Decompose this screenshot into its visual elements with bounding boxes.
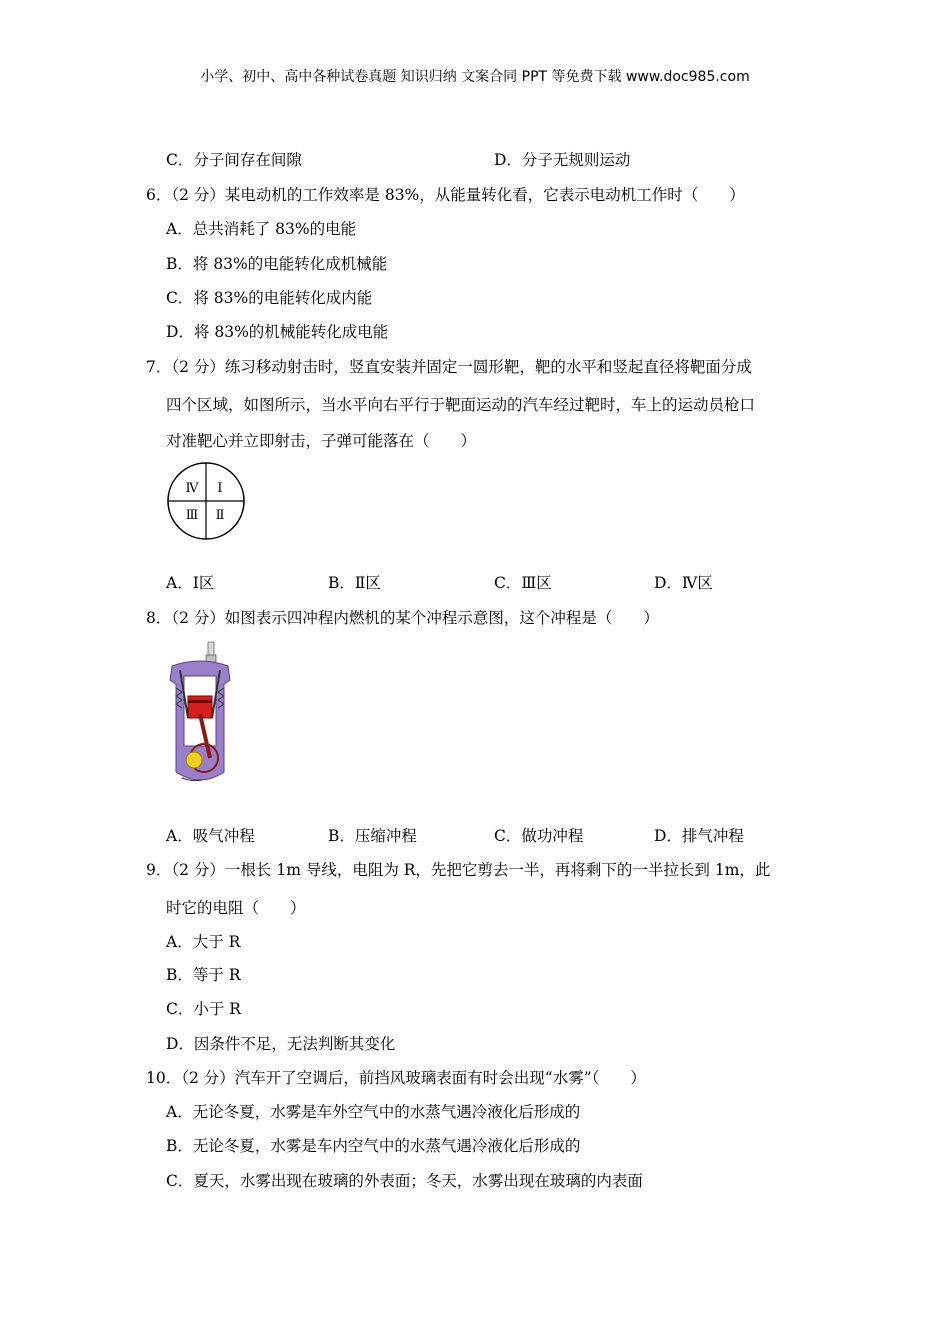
q7-option-a: A．Ⅰ区 — [166, 574, 215, 592]
q6-option-a: A．总共消耗了 83%的电能 — [166, 220, 357, 238]
zone-label-i: Ⅰ — [217, 481, 223, 496]
q7-option-c: C．Ⅲ区 — [494, 574, 552, 592]
q9-option-d: D．因条件不足，无法判断其变化 — [166, 1035, 396, 1053]
q6-stem: 6．（2 分）某电动机的工作效率是 83%，从能量转化看，它表示电动机工作时（ ） — [146, 186, 745, 204]
flywheel — [186, 752, 202, 768]
q8-option-d: D．排气冲程 — [654, 827, 744, 845]
q9-stem-line2: 时它的电阻（ ） — [166, 899, 306, 917]
q7-option-d: D．Ⅳ区 — [654, 574, 713, 592]
target-figure — [164, 460, 248, 542]
engine-stroke-figure — [166, 640, 234, 790]
q10-option-c: C．夏天，水雾出现在玻璃的外表面；冬天，水雾出现在玻璃的内表面 — [166, 1172, 643, 1190]
q10-option-a: A．无论冬夏，水雾是车外空气中的水蒸气遇冷液化后形成的 — [166, 1103, 581, 1121]
q5-option-d: D．分子无规则运动 — [494, 151, 631, 169]
q7-stem-line2: 四个区域，如图所示，当水平向右平行于靶面运动的汽车经过靶时，车上的运动员枪口 — [166, 396, 756, 414]
q7-stem-line3: 对准靶心并立即射击，子弹可能落在（ ） — [166, 432, 477, 450]
q9-option-c: C．小于 R — [166, 1000, 241, 1018]
combustion-chamber — [186, 678, 214, 692]
q9-stem-line1: 9．（2 分）一根长 1m 导线，电阻为 R，先把它剪去一半，再将剩下的一半拉长到 1m，此 — [146, 861, 771, 879]
q7-option-b: B．Ⅱ区 — [328, 574, 381, 592]
q6-option-b: B．将 83%的电能转化成机械能 — [166, 255, 388, 273]
q9-option-a: A．大于 R — [166, 933, 241, 951]
zone-label-iii: Ⅲ — [185, 508, 199, 523]
q10-option-b: B．无论冬夏，水雾是车内空气中的水蒸气遇冷液化后形成的 — [166, 1137, 581, 1155]
q8-stem: 8．（2 分）如图表示四冲程内燃机的某个冲程示意图，这个冲程是（ ） — [146, 609, 659, 627]
q8-option-a: A．吸气冲程 — [166, 827, 255, 845]
q6-option-c: C．将 83%的电能转化成内能 — [166, 289, 373, 307]
q8-option-b: B．压缩冲程 — [328, 827, 417, 845]
q8-option-c: C．做功冲程 — [494, 827, 584, 845]
q7-stem-line1: 7．（2 分）练习移动射击时，竖直安装并固定一圆形靶，靶的水平和竖起直径将靶面分成 — [146, 358, 752, 376]
q9-option-b: B．等于 R — [166, 966, 241, 984]
q5-option-c: C．分子间存在间隙 — [166, 151, 302, 169]
zone-label-ii: Ⅱ — [215, 508, 225, 523]
q10-stem: 10．（2 分）汽车开了空调后，前挡风玻璃表面有时会出现“水雾”（ ） — [146, 1069, 646, 1087]
spark-plug — [208, 642, 214, 656]
zone-label-iv: Ⅳ — [185, 481, 199, 496]
q6-option-d: D．将 83%的机械能转化成电能 — [166, 323, 389, 341]
page-header: 小学、初中、高中各种试卷真题 知识归纳 文案合同 PPT 等免费下载 www.doc985.com — [200, 69, 750, 85]
